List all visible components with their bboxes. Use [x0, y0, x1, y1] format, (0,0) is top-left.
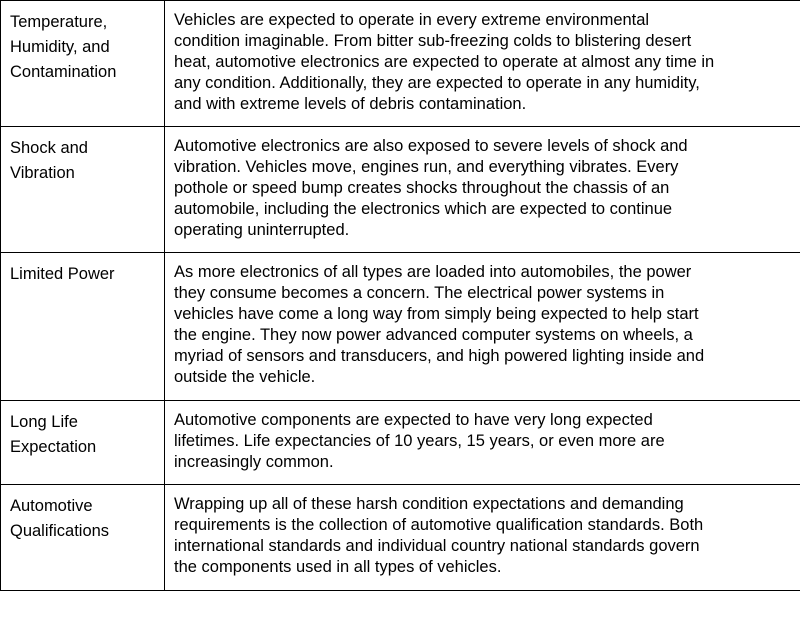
row-description: Automotive electronics are also exposed to severe levels of shock and vibration. Vehicles move, engines run, and everything vibrates. Every pothole or speed bump creates shocks throughout the chassis of an automobile, including the electronics which are expected to continue operating uninterrupted. [165, 127, 800, 253]
row-label: Automotive Qualifications [1, 485, 165, 591]
row-label: Limited Power [1, 253, 165, 401]
row-description: Automotive components are expected to have very long expected lifetimes. Life expectancies of 10 years, 15 years, or even more are increasingly common. [165, 401, 800, 485]
table-row [1, 127, 800, 253]
row-label: Shock and Vibration [1, 127, 165, 253]
row-label: Long Life Expectation [1, 401, 165, 485]
row-description: Vehicles are expected to operate in every extreme environmental condition imaginable. From bitter sub-freezing colds to blistering desert heat, automotive electronics are expected to operate at almost any time in any condition. Additionally, they are expected to operate in any humidity, and with extreme levels of debris contamination. [165, 1, 800, 127]
table-row [1, 1, 800, 127]
row-description: Wrapping up all of these harsh condition expectations and demanding requirements is the collection of automotive qualification standards. Both international standards and individual country national standards govern the components used in all types of vehicles. [165, 485, 800, 591]
row-label: Temperature, Humidity, and Contamination [1, 1, 165, 127]
requirements-table-body [1, 1, 800, 591]
table-row [1, 253, 800, 401]
row-description: As more electronics of all types are loaded into automobiles, the power they consume becomes a concern. The electrical power systems in vehicles have come a long way from simply being expected to help start the engine. They now power advanced computer systems on wheels, a myriad of sensors and transducers, and high powered lighting inside and outside the vehicle. [165, 253, 800, 401]
table-row [1, 401, 800, 485]
table-row [1, 485, 800, 591]
